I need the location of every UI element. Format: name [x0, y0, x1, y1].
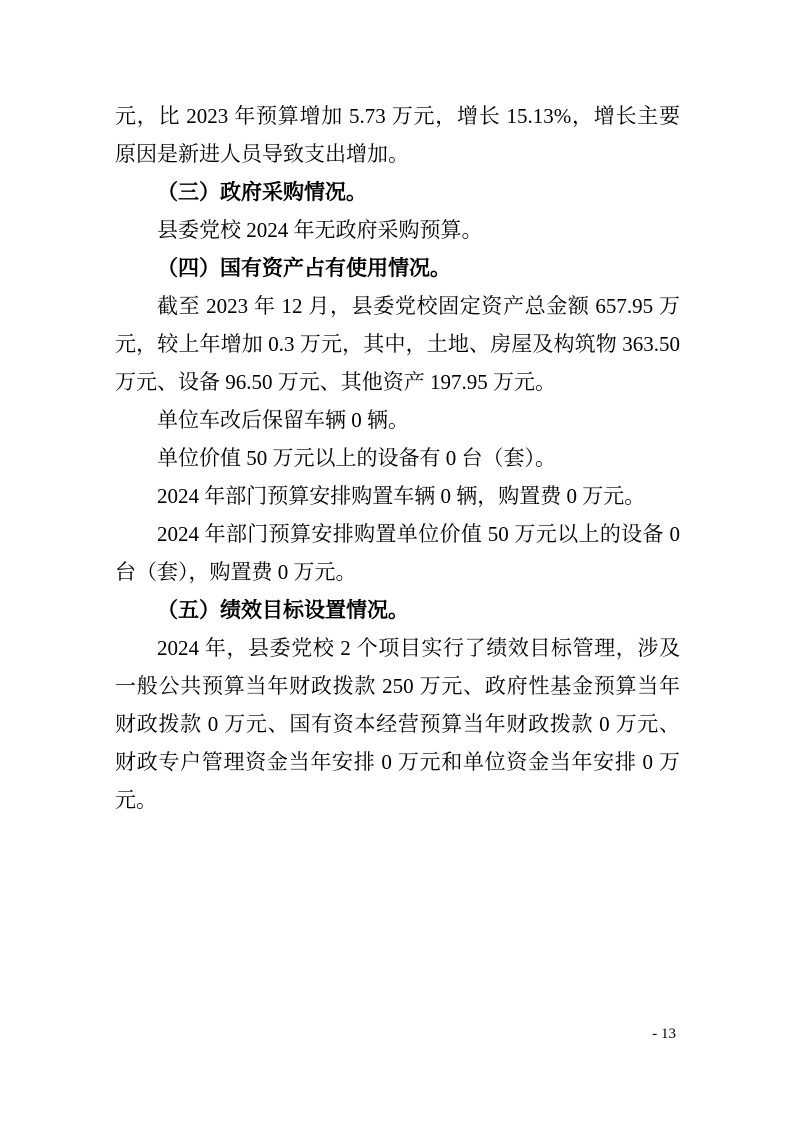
- page-number: - 13: [652, 1026, 676, 1042]
- paragraph: 单位价值 50 万元以上的设备有 0 台（套）。: [157, 446, 556, 470]
- section-heading-performance-targets: （五）绩效目标设置情况。: [157, 598, 409, 622]
- paragraph: 县委党校 2024 年无政府采购预算。: [157, 218, 483, 242]
- paragraph: 2024 年部门预算安排购置单位价值 50 万元以上的设备 0 台（套），购置费 0 万元。: [115, 522, 680, 584]
- paragraph: 单位车改后保留车辆 0 辆。: [157, 408, 409, 432]
- section-heading-state-assets: （四）国有资产占有使用情况。: [157, 256, 451, 280]
- document-body: [115, 97, 680, 819]
- paragraph: 2024 年部门预算安排购置车辆 0 辆，购置费 0 万元。: [157, 484, 646, 508]
- paragraph: 截至 2023 年 12 月，县委党校固定资产总金额 657.95 万元，较上年增加 0.3 万元，其中，土地、房屋及构筑物 363.50 万元、设备 96.50 万元、其他资产 197.95 万元。: [115, 294, 680, 394]
- section-heading-government-procurement: （三）政府采购情况。: [157, 180, 367, 204]
- paragraph-continuation: 元，比 2023 年预算增加 5.73 万元，增长 15.13%，增长主要原因是新进人员导致支出增加。: [115, 104, 680, 166]
- paragraph: 2024 年，县委党校 2 个项目实行了绩效目标管理，涉及一般公共预算当年财政拨款 250 万元、政府性基金预算当年财政拨款 0 万元、国有资本经营预算当年财政拨款 0 万元、财政专户管理资金当年安排 0 万元和单位资金当年安排 0 万元。: [115, 636, 680, 812]
